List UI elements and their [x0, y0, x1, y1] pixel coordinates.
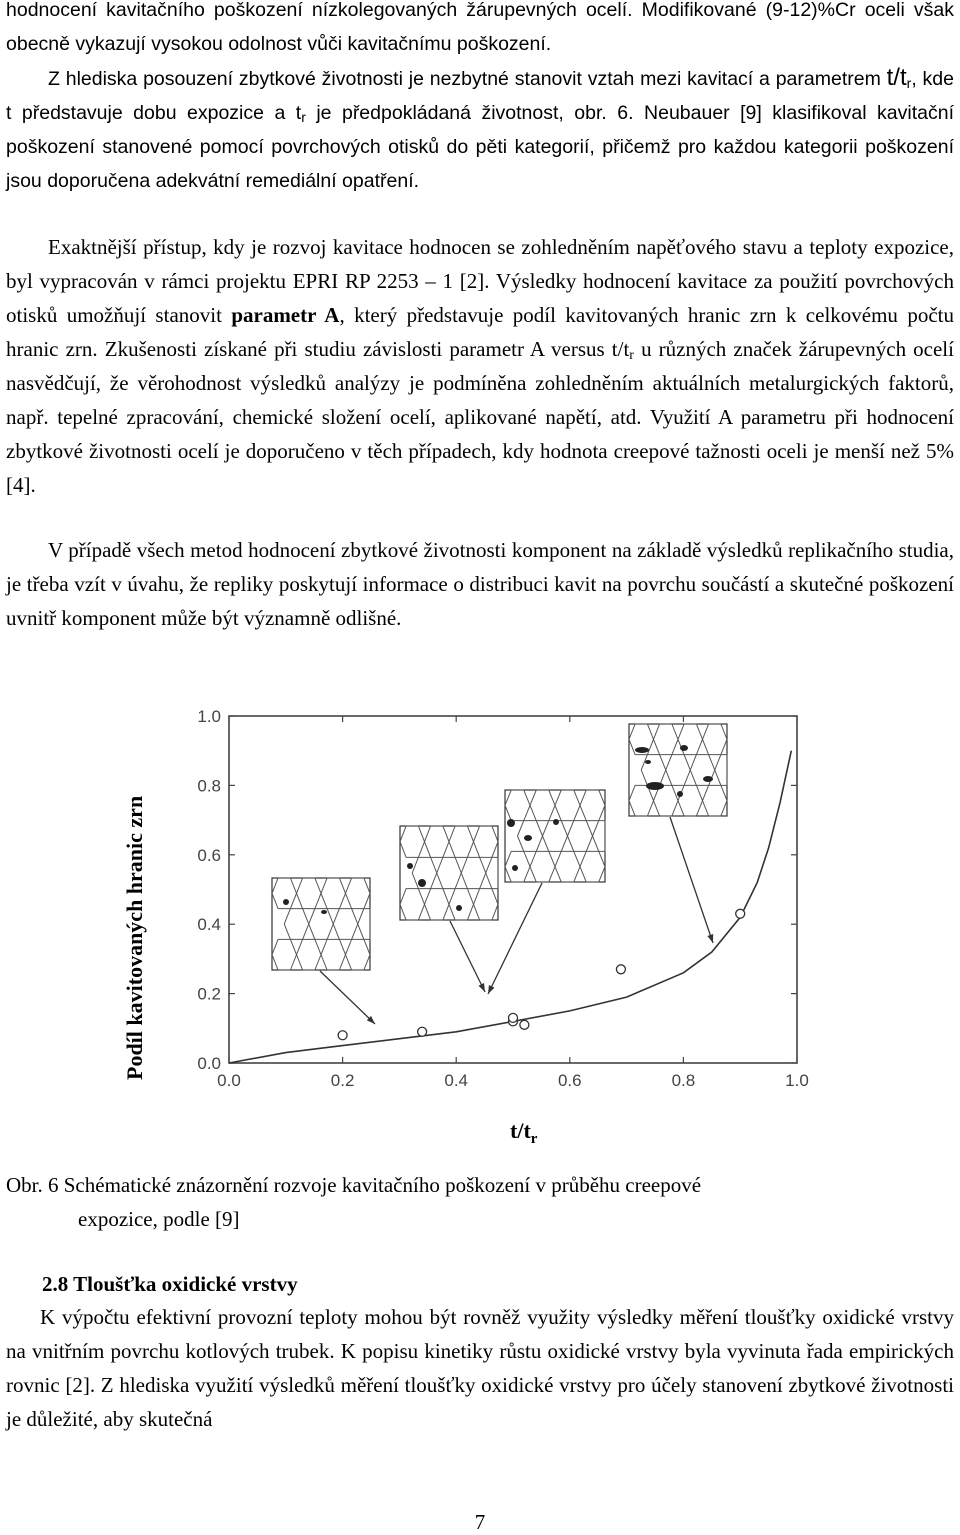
x-tick-label: 0.0 [217, 1071, 241, 1090]
x-axis-label [510, 1118, 538, 1147]
cavity-mark [512, 865, 518, 871]
data-point [509, 1013, 518, 1022]
data-point [736, 909, 745, 918]
y-tick-label: 0.2 [197, 984, 221, 1004]
intro-paragraph [6, 0, 954, 198]
data-point [338, 1031, 347, 1040]
caption-line2: expozice, podle [9] [78, 1207, 240, 1231]
cavity-mark [407, 863, 413, 869]
text-segment: , kde t představuje dobu expozice a t [6, 68, 954, 124]
x-axis-label-main: t/t [510, 1118, 531, 1143]
micrograph-inset [272, 878, 370, 970]
y-axis-label: Podíl kavitovaných hranic zrn [122, 795, 147, 1080]
section-heading: 2.8 Tloušťka oxidické vrstvy [42, 1272, 298, 1296]
ratio-t: t/t [886, 64, 907, 91]
cavitation-chart [110, 690, 830, 1160]
cavity-mark [283, 899, 289, 905]
caption-line1: Obr. 6 Schématické znázornění rozvoje kavitačního poškození v průběhu creepové [6, 1173, 702, 1197]
x-tick-label: 0.8 [671, 1071, 696, 1090]
cavity-mark [703, 776, 713, 782]
micrographs [272, 724, 727, 970]
text-segment: Exaktnější přístup, kdy je rozvoj kavitace hodnocen se zohledněním napěťového stavu a teploty expozice, byl vypracován v rámci projektu EPRI RP 2253 – 1 [2]. Výsledky hodnocení kavitace za použití povrchových otisků umožňují stanovit [6, 235, 954, 327]
cavity-mark [635, 747, 649, 753]
parameter-a-bold: parametr A [231, 303, 340, 327]
cavity-mark [645, 760, 651, 764]
data-points [338, 909, 745, 1039]
ratio-sub: r [301, 109, 306, 125]
x-tick-label: 0.6 [557, 1071, 582, 1090]
paragraph-replica: V případě všech metod hodnocení zbytkové životnosti komponent na základě výsledků replikačního studia, je třeba vzít v úvahu, že repliky poskytují informace o distribuci kavit na povrchu součástí a skutečné poškození uvnitř komponent může být významně odlišné. [6, 538, 954, 630]
y-tick-label: 0.6 [197, 845, 221, 865]
cavity-mark [553, 819, 559, 825]
x-tick-label: 0.2 [330, 1071, 355, 1090]
y-tick-label: 0.4 [197, 915, 221, 935]
inset-frame [272, 878, 370, 970]
cavity-mark [321, 910, 327, 914]
intro-line1: hodnocení kavitačního poškození nízkolegovaných žárupevných ocelí. Modifikované (9-12)%Cr oceli však obecně vykazují vysokou odolnost vůči kavitačnímu poškození. [6, 0, 954, 55]
cavity-mark [524, 835, 532, 841]
text-segment: u různých značek žárupevných ocelí nasvědčují, že věrohodnost výsledků analýzy je podmíněna zohledněním aktuálních metalurgických faktorů, např. tepelné zpracování, chemické složení ocelí, aplikované napětí, atd. Využití A parametru při hodnocení zbytkové životnosti ocelí je doporučeno v těch případech, kdy hodnota creepové tažnosti oceli je menší než 5% [4]. [6, 337, 954, 497]
x-axis-label-sub: r [530, 1131, 538, 1147]
arrow-line [670, 817, 713, 943]
x-tick-label: 0.4 [444, 1071, 469, 1090]
text-segment: Z hlediska posouzení zbytkové životnosti je nezbytné stanovit vztah mezi kavitací a parametrem [48, 68, 887, 90]
arrow-head [488, 985, 494, 994]
ratio-sub: r [906, 75, 912, 91]
ratio-sub: r [629, 348, 634, 363]
chart-svg [110, 690, 830, 1160]
y-tick-label: 1.0 [197, 707, 221, 726]
arrow-line [450, 921, 485, 992]
cavity-mark [507, 819, 515, 827]
data-point [616, 965, 625, 974]
cavity-mark [418, 879, 426, 887]
micrograph-inset [400, 826, 498, 920]
y-tick-label: 0.0 [197, 1054, 221, 1073]
figure-caption [6, 1168, 866, 1236]
arrow-line [320, 971, 375, 1024]
text-segment: , který představuje podíl kavitovaných hranic zrn k celkovému počtu hranic zrn. Zkušenosti získané při studiu závislosti parametr A versus t/t [6, 303, 954, 361]
inset-frame [505, 790, 605, 882]
y-tick-label: 0.8 [197, 776, 221, 796]
data-point [418, 1027, 427, 1036]
page-number: 7 [474, 1510, 486, 1534]
text-segment: je předpokládaná životnost, obr. 6. Neubauer [9] klasifikoval kavitační poškození stanovené pomocí povrchových otisků do pěti kategorií, přičemž pro každou kategorii poškození jsou doporučena adekvátní remediální opatření. [6, 102, 954, 192]
cavity-mark [680, 745, 688, 751]
data-point [520, 1020, 529, 1029]
inset-frame [400, 826, 498, 920]
cavity-mark [677, 791, 683, 797]
arrow-head [478, 983, 485, 992]
inset-frame [629, 724, 727, 816]
micrograph-inset [629, 724, 727, 816]
cavity-mark [456, 905, 462, 911]
arrow-head [707, 934, 713, 943]
paragraph-epri [6, 230, 954, 502]
section-paragraph: K výpočtu efektivní provozní teploty mohou být rovněž využity výsledky měření tloušťky oxidické vrstvy na vnitřním povrchu kotlových trubek. K popisu kinetiky růstu oxidické vrstvy byla vyvinuta řada empirických rovnic [2]. Z hlediska využití výsledků měření tloušťky oxidické vrstvy pro účely stanovení zbytkové životnosti je důležité, aby skutečná [6, 1305, 954, 1431]
x-tick-label: 1.0 [785, 1071, 809, 1090]
micrograph-inset [505, 790, 605, 882]
cavity-mark [646, 782, 664, 790]
